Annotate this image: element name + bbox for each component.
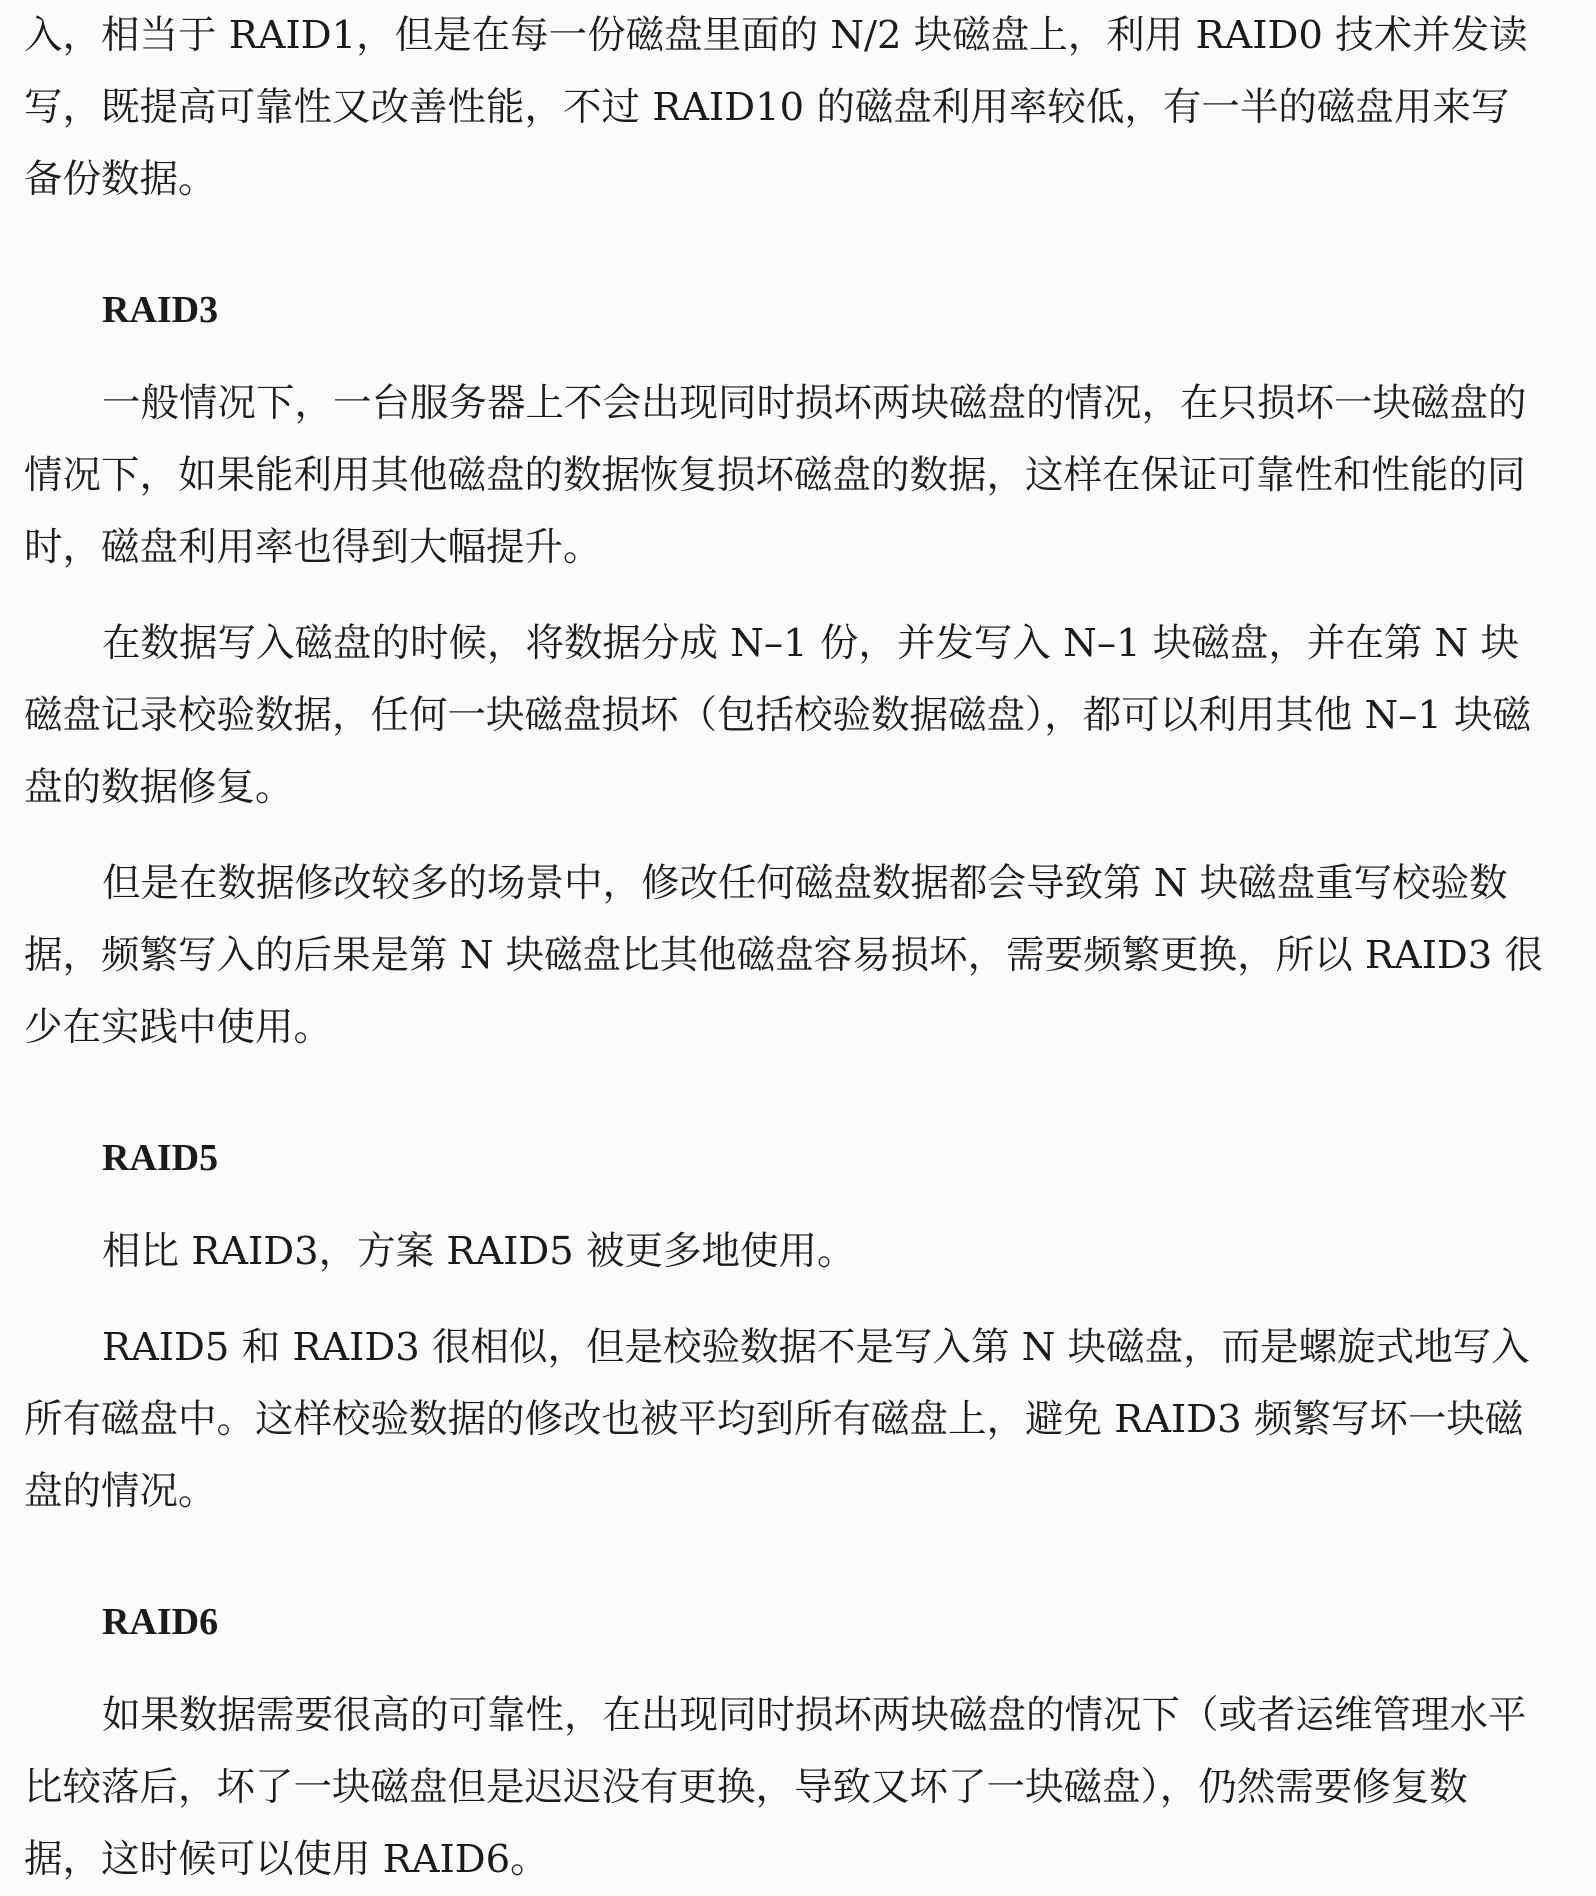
paragraph-raid3-write: 在数据写入磁盘的时候，将数据分成 N–1 份，并发写入 N–1 块磁盘，并在第 N 块磁盘记录校验数据，任何一块磁盘损坏（包括校验数据磁盘），都可以利用其他 N–1 块磁盘的数据修复。 [24,621,1532,810]
paragraph-raid3-intro: 一般情况下，一台服务器上不会出现同时损坏两块磁盘的情况，在只损坏一块磁盘的情况下，如果能利用其他磁盘的数据恢复损坏磁盘的数据，这样在保证可靠性和性能的同时，磁盘利用率也得到大幅提升。 [24,381,1527,570]
paragraph-raid5-intro: 相比 RAID3，方案 RAID5 被更多地使用。 [102,1229,856,1274]
heading-raid6: RAID6 [102,1601,219,1643]
paragraph-raid6-intro: 如果数据需要很高的可靠性，在出现同时损坏两块磁盘的情况下（或者运维管理水平比较落后，坏了一块磁盘但是迟迟没有更换，导致又坏了一块磁盘），仍然需要修复数据，这时候可以使用 RAID6。 [24,1693,1527,1882]
heading-raid3: RAID3 [102,289,219,331]
paragraph-raid5-detail: RAID5 和 RAID3 很相似，但是校验数据不是写入第 N 块磁盘，而是螺旋式地写入所有磁盘中。这样校验数据的修改也被平均到所有磁盘上，避免 RAID3 频繁写坏一块磁盘的情况。 [24,1325,1530,1514]
paragraph-raid10-continuation: 入，相当于 RAID1，但是在每一份磁盘里面的 N/2 块磁盘上，利用 RAID0 技术并发读写，既提高可靠性又改善性能，不过 RAID10 的磁盘利用率较低，有一半的磁盘用来写备份数据。 [24,13,1528,202]
heading-raid5: RAID5 [102,1137,219,1179]
paragraph-raid3-drawback: 但是在数据修改较多的场景中，修改任何磁盘数据都会导致第 N 块磁盘重写校验数据，频繁写入的后果是第 N 块磁盘比其他磁盘容易损坏，需要频繁更换，所以 RAID3 很少在实践中使用。 [24,861,1544,1050]
